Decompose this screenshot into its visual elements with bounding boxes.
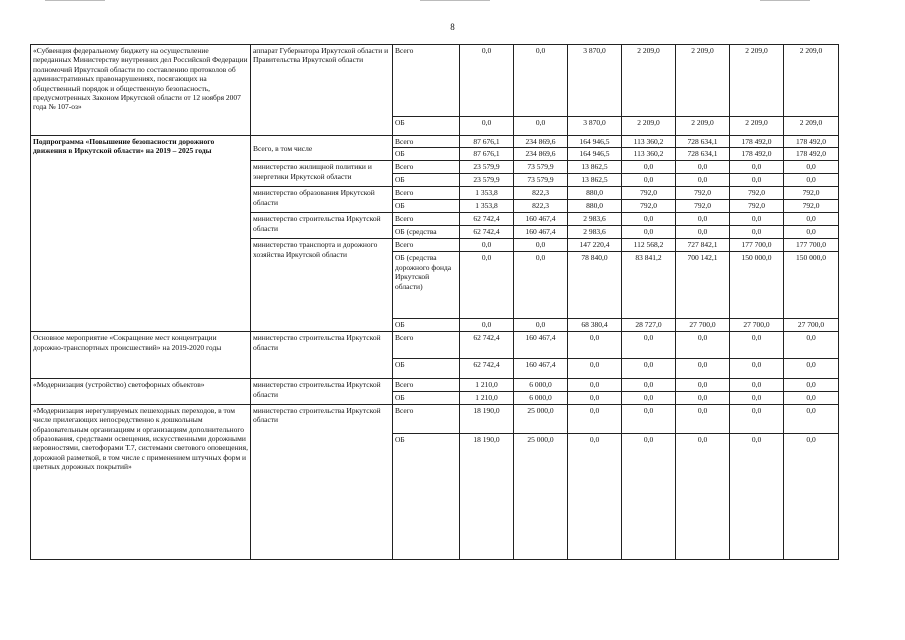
amount-cell: 150 000,0 — [784, 252, 839, 319]
amount-cell: 0,0 — [730, 226, 784, 239]
top-rule-left — [45, 0, 105, 1]
amount-cell: 0,0 — [460, 252, 514, 319]
amount-cell: 2 209,0 — [730, 117, 784, 136]
amount-cell: 178 492,0 — [730, 148, 784, 161]
amount-cell: 728 634,1 — [676, 148, 730, 161]
amount-cell: 2 209,0 — [730, 45, 784, 117]
amount-cell: 1 210,0 — [460, 391, 514, 404]
amount-cell: 792,0 — [676, 187, 730, 200]
amount-cell: 178 492,0 — [784, 148, 839, 161]
amount-cell: 822,3 — [514, 187, 568, 200]
executor-name: Всего, в том числе — [251, 136, 393, 161]
amount-cell: 0,0 — [676, 226, 730, 239]
funding-source: ОБ — [393, 200, 460, 213]
amount-cell: 880,0 — [568, 187, 622, 200]
table-row — [31, 332, 839, 359]
amount-cell: 0,0 — [730, 174, 784, 187]
amount-cell: 0,0 — [730, 379, 784, 391]
executor-name: министерство строительства Иркутской области — [251, 332, 393, 379]
amount-cell: 0,0 — [676, 359, 730, 379]
amount-cell: 62 742,4 — [460, 332, 514, 359]
executor-name: министерство строительства Иркутской области — [251, 213, 393, 239]
amount-cell: 62 742,4 — [460, 359, 514, 379]
funding-source: ОБ — [393, 319, 460, 332]
amount-cell: 18 190,0 — [460, 404, 514, 433]
amount-cell: 0,0 — [568, 404, 622, 433]
amount-cell: 177 700,0 — [784, 239, 839, 252]
amount-cell: 0,0 — [676, 404, 730, 433]
funding-source: Всего — [393, 45, 460, 117]
amount-cell: 62 742,4 — [460, 226, 514, 239]
amount-cell: 0,0 — [622, 332, 676, 359]
amount-cell: 234 869,6 — [514, 136, 568, 148]
amount-cell: 0,0 — [676, 213, 730, 226]
amount-cell: 0,0 — [460, 319, 514, 332]
page-number: 8 — [450, 22, 455, 32]
amount-cell: 0,0 — [460, 117, 514, 136]
amount-cell: 880,0 — [568, 200, 622, 213]
amount-cell: 0,0 — [676, 433, 730, 559]
budget-table — [30, 44, 839, 560]
amount-cell: 0,0 — [730, 359, 784, 379]
amount-cell: 0,0 — [784, 174, 839, 187]
amount-cell: 792,0 — [784, 187, 839, 200]
amount-cell: 2 209,0 — [622, 45, 676, 117]
amount-cell: 0,0 — [784, 332, 839, 359]
amount-cell: 13 862,5 — [568, 174, 622, 187]
amount-cell: 0,0 — [730, 433, 784, 559]
amount-cell: 0,0 — [568, 433, 622, 559]
amount-cell: 2 209,0 — [676, 45, 730, 117]
amount-cell: 113 360,2 — [622, 148, 676, 161]
amount-cell: 792,0 — [676, 200, 730, 213]
funding-source: ОБ — [393, 117, 460, 136]
amount-cell: 0,0 — [622, 391, 676, 404]
amount-cell: 83 841,2 — [622, 252, 676, 319]
amount-cell: 0,0 — [784, 404, 839, 433]
amount-cell: 792,0 — [622, 187, 676, 200]
amount-cell: 150 000,0 — [730, 252, 784, 319]
amount-cell: 23 579,9 — [460, 161, 514, 174]
amount-cell: 6 000,0 — [514, 391, 568, 404]
amount-cell: 0,0 — [784, 161, 839, 174]
table-row — [31, 136, 839, 148]
activity-name: «Модернизация (устройство) светофорных объектов» — [31, 379, 251, 404]
amount-cell: 3 870,0 — [568, 117, 622, 136]
amount-cell: 73 579,9 — [514, 161, 568, 174]
amount-cell: 0,0 — [784, 359, 839, 379]
amount-cell: 18 190,0 — [460, 433, 514, 559]
amount-cell: 178 492,0 — [784, 136, 839, 148]
amount-cell: 27 700,0 — [730, 319, 784, 332]
amount-cell: 160 467,4 — [514, 332, 568, 359]
amount-cell: 2 209,0 — [784, 117, 839, 136]
amount-cell: 2 209,0 — [676, 117, 730, 136]
amount-cell: 160 467,4 — [514, 226, 568, 239]
amount-cell: 0,0 — [784, 226, 839, 239]
amount-cell: 0,0 — [514, 252, 568, 319]
table-row — [31, 404, 839, 433]
amount-cell: 0,0 — [784, 391, 839, 404]
top-rule-mid — [420, 0, 490, 1]
activity-name: Основное мероприятие «Сокращение мест концентрации дорожно-транспортных происшествий» на 2019-2020 годы — [31, 332, 251, 379]
amount-cell: 0,0 — [730, 332, 784, 359]
amount-cell: 792,0 — [784, 200, 839, 213]
amount-cell: 0,0 — [784, 213, 839, 226]
amount-cell: 792,0 — [730, 187, 784, 200]
amount-cell: 25 000,0 — [514, 433, 568, 559]
amount-cell: 0,0 — [514, 319, 568, 332]
amount-cell: 0,0 — [568, 379, 622, 391]
amount-cell: 1 353,8 — [460, 200, 514, 213]
amount-cell: 3 870,0 — [568, 45, 622, 117]
amount-cell: 62 742,4 — [460, 213, 514, 226]
amount-cell: 13 862,5 — [568, 161, 622, 174]
amount-cell: 6 000,0 — [514, 379, 568, 391]
executor-name: министерство строительства Иркутской области — [251, 379, 393, 404]
amount-cell: 147 220,4 — [568, 239, 622, 252]
amount-cell: 0,0 — [676, 332, 730, 359]
amount-cell: 727 842,1 — [676, 239, 730, 252]
amount-cell: 0,0 — [622, 226, 676, 239]
amount-cell: 0,0 — [730, 213, 784, 226]
amount-cell: 0,0 — [460, 45, 514, 117]
amount-cell: 0,0 — [730, 391, 784, 404]
amount-cell: 822,3 — [514, 200, 568, 213]
amount-cell: 27 700,0 — [676, 319, 730, 332]
amount-cell: 792,0 — [622, 200, 676, 213]
amount-cell: 160 467,4 — [514, 359, 568, 379]
amount-cell: 0,0 — [622, 379, 676, 391]
amount-cell: 28 727,0 — [622, 319, 676, 332]
amount-cell: 0,0 — [676, 174, 730, 187]
funding-source: Всего — [393, 136, 460, 148]
amount-cell: 0,0 — [622, 174, 676, 187]
amount-cell: 113 360,2 — [622, 136, 676, 148]
executor-name: министерство образования Иркутской области — [251, 187, 393, 213]
funding-source: ОБ — [393, 174, 460, 187]
amount-cell: 0,0 — [730, 404, 784, 433]
funding-source: ОБ — [393, 433, 460, 559]
amount-cell: 0,0 — [622, 359, 676, 379]
amount-cell: 0,0 — [568, 359, 622, 379]
amount-cell: 160 467,4 — [514, 213, 568, 226]
amount-cell: 792,0 — [730, 200, 784, 213]
activity-name: «Модернизация нерегулируемых пешеходных переходов, в том числе прилегающих непосредственно к дошкольным образовательным организациям и организациям дополнительного образования, средствами освещения, искусственными дорожными неровностями, светофорами Т.7, системами светового оповещения, дорожной разметкой, в том числе с применением штучных форм и цветных дорожных покрытий» — [31, 404, 251, 559]
amount-cell: 0,0 — [514, 117, 568, 136]
funding-source: ОБ — [393, 391, 460, 404]
amount-cell: 2 209,0 — [784, 45, 839, 117]
program-name: Подпрограмма «Повышение безопасности дорожного движения в Иркутской области» на 2019 – 2025 годы — [31, 136, 251, 332]
amount-cell: 728 634,1 — [676, 136, 730, 148]
amount-cell: 0,0 — [568, 391, 622, 404]
amount-cell: 0,0 — [676, 379, 730, 391]
funding-source: ОБ — [393, 359, 460, 379]
amount-cell: 2 983,6 — [568, 213, 622, 226]
funding-source: Всего — [393, 187, 460, 200]
executor-name: министерство строительства Иркутской области — [251, 404, 393, 559]
executor-name: министерство жилищной политики и энергетики Иркутской области — [251, 161, 393, 187]
amount-cell: 73 579,9 — [514, 174, 568, 187]
amount-cell: 164 946,5 — [568, 136, 622, 148]
amount-cell: 27 700,0 — [784, 319, 839, 332]
amount-cell: 2 983,6 — [568, 226, 622, 239]
amount-cell: 1 353,8 — [460, 187, 514, 200]
table-row — [31, 45, 839, 117]
amount-cell: 0,0 — [676, 391, 730, 404]
amount-cell: 23 579,9 — [460, 174, 514, 187]
funding-source: Всего — [393, 404, 460, 433]
amount-cell: 178 492,0 — [730, 136, 784, 148]
amount-cell: 25 000,0 — [514, 404, 568, 433]
table-row — [31, 379, 839, 391]
amount-cell: 87 676,1 — [460, 148, 514, 161]
funding-source: Всего — [393, 213, 460, 226]
funding-source: Всего — [393, 332, 460, 359]
amount-cell: 0,0 — [784, 433, 839, 559]
amount-cell: 0,0 — [460, 239, 514, 252]
funding-source: Всего — [393, 379, 460, 391]
funding-source: Всего — [393, 239, 460, 252]
amount-cell: 164 946,5 — [568, 148, 622, 161]
amount-cell: 0,0 — [514, 239, 568, 252]
amount-cell: 112 568,2 — [622, 239, 676, 252]
amount-cell: 177 700,0 — [730, 239, 784, 252]
amount-cell: 2 209,0 — [622, 117, 676, 136]
funding-source: ОБ (средства — [393, 226, 460, 239]
activity-name: «Субвенция федеральному бюджету на осуществление переданных Министерству внутренних дел Российской Федерации полномочий Иркутской области по составлению протоколов об административных правонарушениях, посягающих на общественный порядок и общественную безопасность, предусмотренных Законом Иркутской области от 12 ноября 2007 года № 107-оз» — [31, 45, 251, 136]
amount-cell: 234 869,6 — [514, 148, 568, 161]
funding-source: ОБ (средства дорожного фонда Иркутской области) — [393, 252, 460, 319]
amount-cell: 1 210,0 — [460, 379, 514, 391]
executor-name: министерство транспорта и дорожного хозяйства Иркутской области — [251, 239, 393, 332]
amount-cell: 0,0 — [622, 404, 676, 433]
amount-cell: 0,0 — [730, 161, 784, 174]
amount-cell: 0,0 — [622, 433, 676, 559]
amount-cell: 0,0 — [676, 161, 730, 174]
executor-name: аппарат Губернатора Иркутской области и Правительства Иркутской области — [251, 45, 393, 136]
amount-cell: 0,0 — [784, 379, 839, 391]
funding-source: Всего — [393, 161, 460, 174]
amount-cell: 0,0 — [622, 161, 676, 174]
top-rule-right — [760, 0, 810, 1]
amount-cell: 68 380,4 — [568, 319, 622, 332]
amount-cell: 87 676,1 — [460, 136, 514, 148]
amount-cell: 0,0 — [622, 213, 676, 226]
amount-cell: 700 142,1 — [676, 252, 730, 319]
funding-source: ОБ — [393, 148, 460, 161]
amount-cell: 0,0 — [514, 45, 568, 117]
amount-cell: 0,0 — [568, 332, 622, 359]
amount-cell: 78 840,0 — [568, 252, 622, 319]
